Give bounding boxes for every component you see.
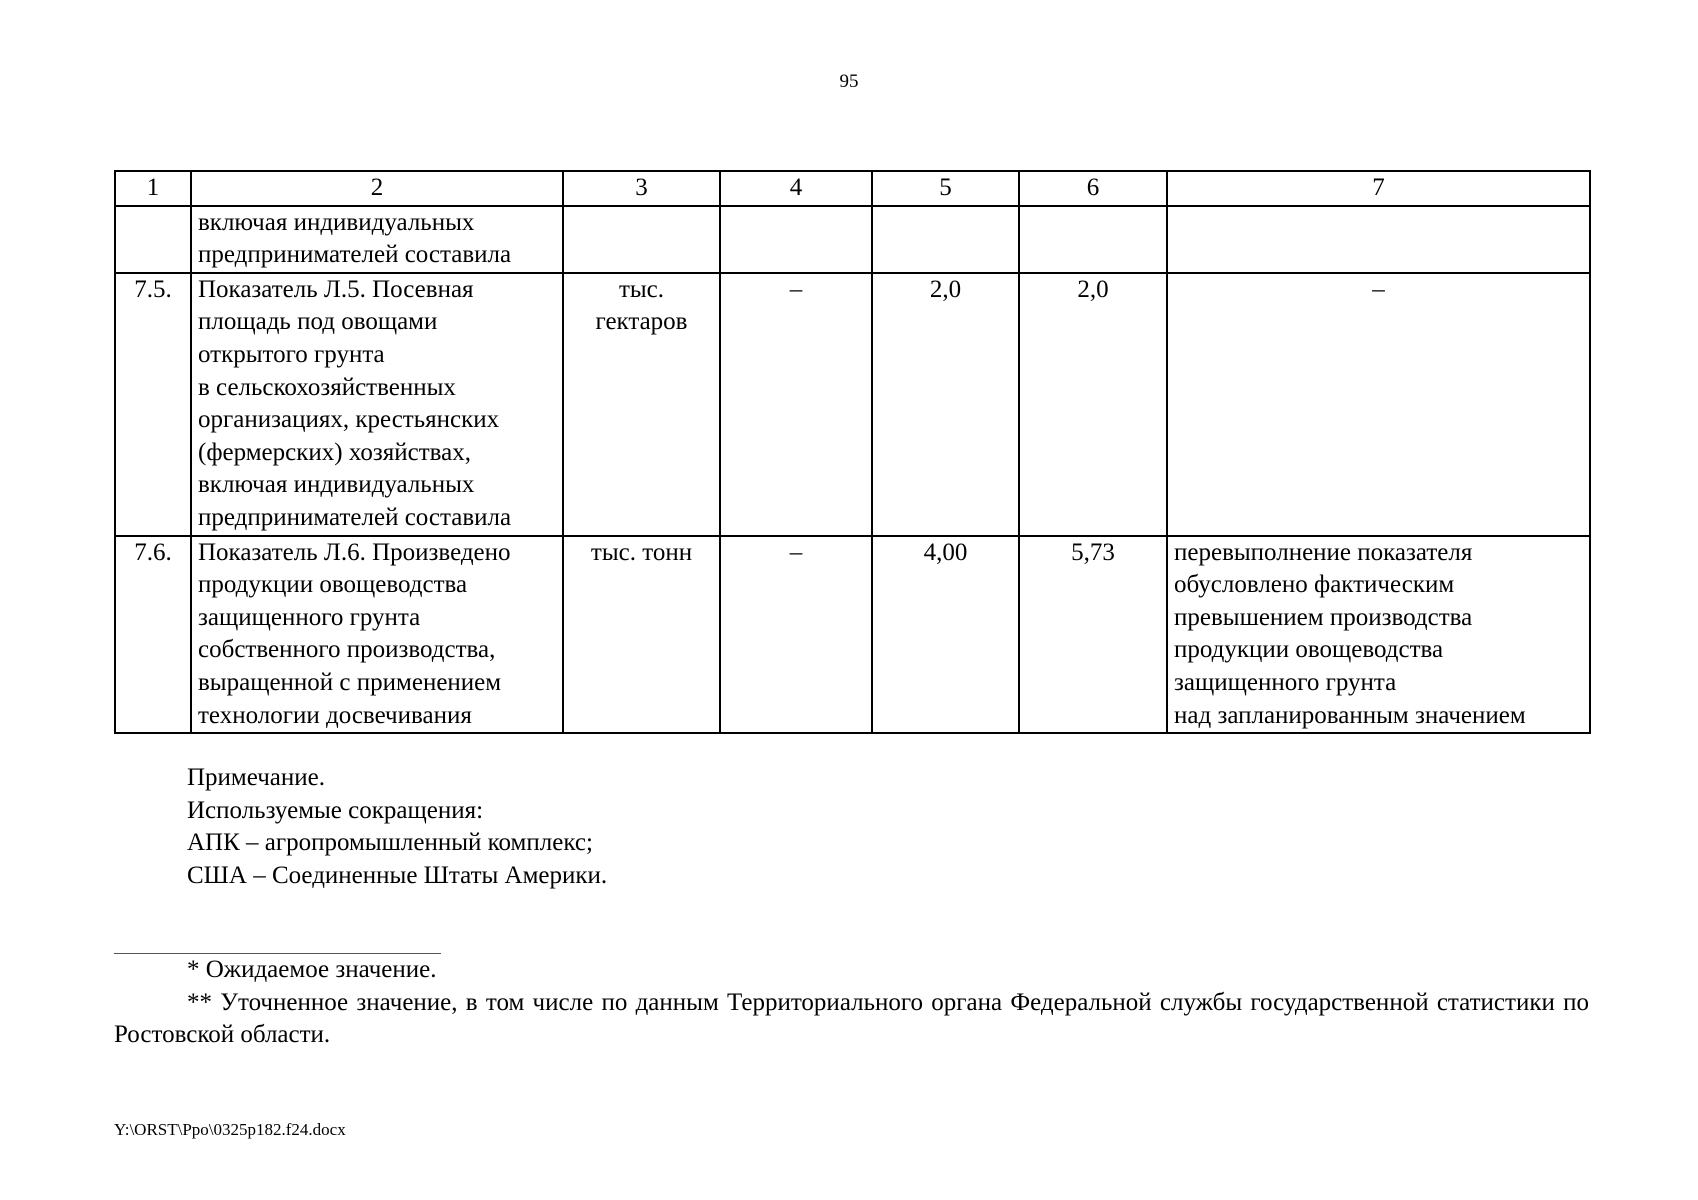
- value-cell: [1019, 206, 1167, 273]
- footnotes: [114, 954, 1589, 1052]
- value-cell: [872, 206, 1019, 273]
- value-cell: –: [720, 273, 872, 536]
- remark-block: [187, 762, 607, 892]
- comment-cell: –: [1167, 273, 1590, 536]
- column-header: 7: [1167, 171, 1590, 206]
- value-cell: 2,0: [872, 273, 1019, 536]
- remark-subtitle: Используемые сокращения:: [187, 796, 484, 824]
- footnote: * Ожидаемое значение.: [187, 956, 437, 983]
- unit-cell: тыс. гектаров: [563, 273, 720, 536]
- value-cell: [720, 206, 872, 273]
- table-row: [115, 273, 1590, 536]
- file-path: Y:\ORST\Ppo\0325p182.f24.docx: [114, 1120, 346, 1139]
- column-header: 6: [1019, 171, 1167, 206]
- indicator-name-cell: Показатель Л.6. Произведено продукции овощеводства защищенного грунта собственного производства, выращенной с применением технологии досвечивания: [191, 536, 563, 734]
- abbreviation-item: АПК – агропромышленный комплекс;: [187, 829, 593, 857]
- abbreviation-item: США – Соединенные Штаты Америки.: [187, 861, 608, 889]
- indicators-table: [114, 170, 1591, 734]
- column-header: 1: [115, 171, 191, 206]
- unit-cell: тыс. тонн: [563, 536, 720, 734]
- row-number-cell: [115, 206, 191, 273]
- column-header: 3: [563, 171, 720, 206]
- row-number-cell: 7.6.: [115, 536, 191, 734]
- comment-cell: перевыполнение показателя обусловлено фактическим превышением производства продукции овощеводства защищенного грунта над запланированным значением: [1167, 536, 1590, 734]
- row-number-cell: 7.5.: [115, 273, 191, 536]
- table-header-row: [115, 171, 1590, 206]
- unit-cell: [563, 206, 720, 273]
- table-row: [115, 536, 1590, 734]
- table-row: [115, 206, 1590, 273]
- value-cell: 5,73: [1019, 536, 1167, 734]
- value-cell: –: [720, 536, 872, 734]
- value-cell: 2,0: [1019, 273, 1167, 536]
- indicator-name-cell: Показатель Л.5. Посевная площадь под овощами открытого грунта в сельскохозяйственных организациях, крестьянских (фермерских) хозяйствах, включая индивидуальных предпринимателей составила: [191, 273, 563, 536]
- indicator-name-cell: включая индивидуальных предпринимателей составила: [191, 206, 563, 273]
- column-header: 4: [720, 171, 872, 206]
- remark-title: Примечание.: [187, 764, 326, 791]
- page-number: 95: [839, 71, 859, 92]
- comment-cell: [1167, 206, 1590, 273]
- column-header: 2: [191, 171, 563, 206]
- value-cell: 4,00: [872, 536, 1019, 734]
- column-header: 5: [872, 171, 1019, 206]
- footnote: ** Уточненное значение, в том числе по данным Территориального органа Федеральной службы государственной статистики по Ростовской области.: [114, 988, 1589, 1049]
